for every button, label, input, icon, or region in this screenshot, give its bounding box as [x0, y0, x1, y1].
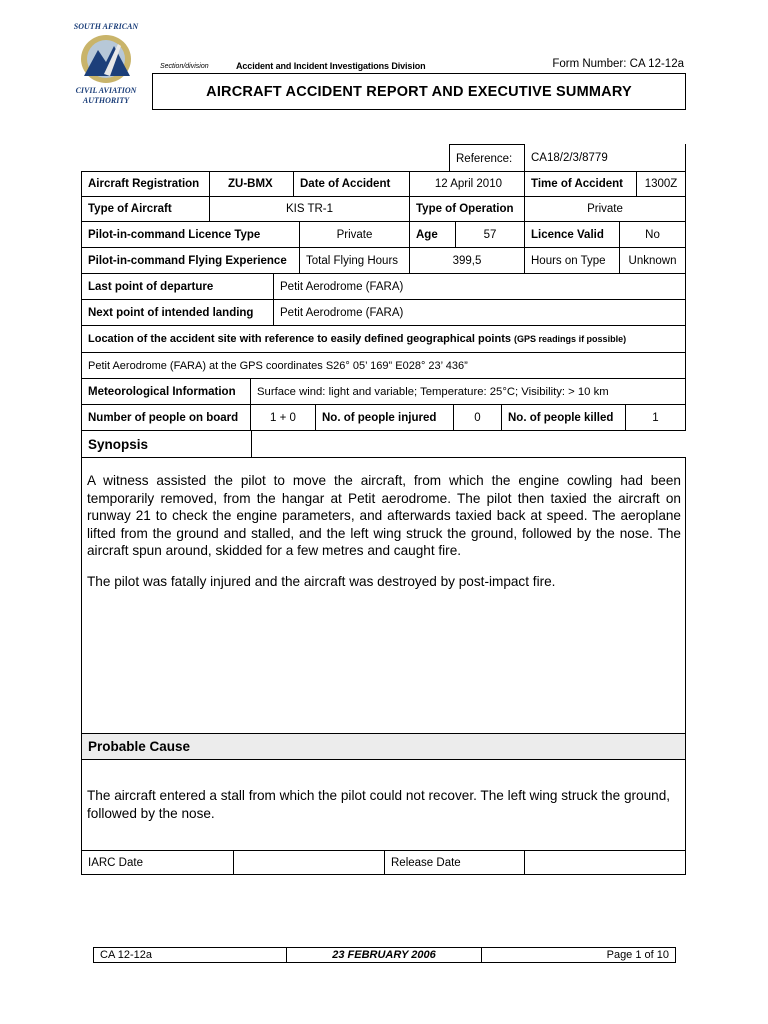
hours-on-type-value: Unknown [619, 247, 686, 274]
document-title: AIRCRAFT ACCIDENT REPORT AND EXECUTIVE SUMMARY [152, 73, 686, 110]
total-flying-hours-value: 399,5 [409, 247, 525, 274]
people-on-board-label: Number of people on board [81, 404, 251, 431]
reference-value: CA18/2/3/8779 [524, 144, 686, 172]
next-landing-label: Next point of intended landing [81, 299, 274, 326]
hours-on-type-label: Hours on Type [524, 247, 620, 274]
killed-label: No. of people killed [501, 404, 626, 431]
injured-label: No. of people injured [315, 404, 454, 431]
caa-logo [66, 22, 146, 114]
time-of-accident-value: 1300Z [636, 171, 686, 197]
type-of-operation-label: Type of Operation [409, 196, 525, 222]
next-landing-value: Petit Aerodrome (FARA) [273, 299, 686, 326]
flying-experience-label: Pilot-in-command Flying Experience [81, 247, 300, 274]
type-of-aircraft-label: Type of Aircraft [81, 196, 210, 222]
met-label: Meteorological Information [81, 378, 251, 405]
logo-bottom-text [66, 86, 146, 106]
synopsis-heading: Synopsis [81, 430, 252, 458]
age-label: Age [409, 221, 456, 248]
iarc-date-label: IARC Date [81, 850, 234, 875]
aircraft-registration-value: ZU-BMX [209, 171, 294, 197]
licence-valid-label: Licence Valid [524, 221, 620, 248]
location-label [81, 325, 686, 353]
type-of-operation-value: Private [524, 196, 686, 222]
synopsis-paragraph-2: The pilot was fatally injured and the aircraft was destroyed by post-impact fire. [87, 574, 556, 589]
last-departure-value: Petit Aerodrome (FARA) [273, 273, 686, 300]
met-value: Surface wind: light and variable; Temperature: 25°C; Visibility: > 10 km [250, 378, 686, 405]
reference-label: Reference: [449, 144, 525, 172]
release-date-value [524, 850, 686, 875]
time-of-accident-label: Time of Accident [524, 171, 637, 197]
logo-top-text: SOUTH AFRICAN [73, 22, 139, 31]
licence-type-value: Private [299, 221, 410, 248]
injured-value: 0 [453, 404, 502, 431]
probable-cause-heading: Probable Cause [81, 733, 686, 760]
location-value: Petit Aerodrome (FARA) at the GPS coordinates S26° 05’ 169” E028° 23’ 436” [81, 352, 686, 379]
section-label: Section/division [160, 63, 209, 70]
probable-cause-text: The aircraft entered a stall from which the pilot could not recover. The left wing struck the ground, followed by the nose. [87, 788, 671, 821]
section-value: Accident and Incident Investigations Division [236, 61, 426, 71]
aircraft-registration-label: Aircraft Registration [81, 171, 210, 197]
people-on-board-value: 1 + 0 [250, 404, 316, 431]
date-of-accident-value: 12 April 2010 [409, 171, 525, 197]
release-date-label: Release Date [384, 850, 525, 875]
location-label-text: Location of the accident site with reference to easily defined geographical points [88, 333, 511, 345]
synopsis-paragraph-1: A witness assisted the pilot to move the aircraft, from which the engine cowling had been temporarily removed, from the hangar at Petit aerodrome. The pilot then taxied the aircraft on runway 21 to check the engine parameters, and afterwards taxied back at speed. The aeroplane lifted from the ground and stalled, and the left wing struck the ground, followed by the nose. The aircraft spun around, skidded for a few metres and caught fire. [87, 473, 681, 558]
iarc-date-value [233, 850, 385, 875]
footer-form: CA 12-12a [93, 947, 287, 963]
licence-type-label: Pilot-in-command Licence Type [81, 221, 300, 248]
logo-line-2: AUTHORITY [82, 96, 130, 105]
footer-date: 23 FEBRUARY 2006 [286, 947, 482, 963]
date-of-accident-label: Date of Accident [293, 171, 410, 197]
footer-page: Page 1 of 10 [481, 947, 676, 963]
age-value: 57 [455, 221, 525, 248]
logo-emblem-icon [76, 32, 136, 86]
location-label-note: (GPS readings if possible) [514, 334, 627, 344]
logo-line-1: CIVIL AVIATION [75, 86, 137, 95]
last-departure-label: Last point of departure [81, 273, 274, 300]
licence-valid-value: No [619, 221, 686, 248]
type-of-aircraft-value: KIS TR-1 [209, 196, 410, 222]
killed-value: 1 [625, 404, 686, 431]
form-number: Form Number: CA 12-12a [552, 58, 684, 70]
total-flying-hours-label: Total Flying Hours [299, 247, 410, 274]
